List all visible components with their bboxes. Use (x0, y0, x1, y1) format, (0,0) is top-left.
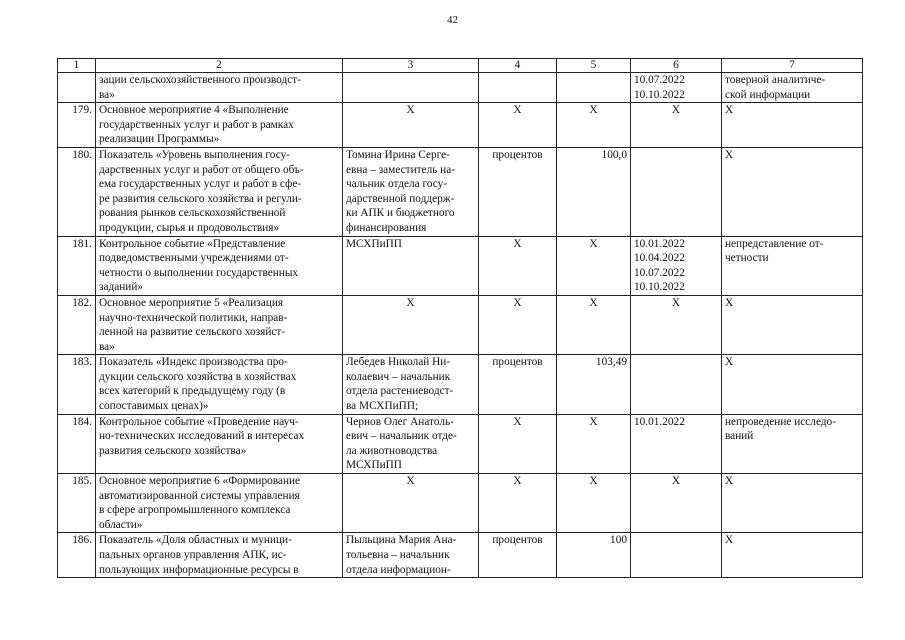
row-name-line: Основное мероприятие 5 «Реализация (99, 296, 284, 309)
row-unit: X (479, 414, 557, 473)
row-note (722, 147, 863, 236)
row-number: 181. (58, 236, 96, 295)
row-note (722, 103, 863, 148)
row-name-line: Показатель «Уровень выполнения госу- (99, 148, 290, 161)
row-dates-line: 10.01.2022 (634, 237, 685, 250)
row-responsible-line: МСХПиПП (346, 459, 402, 472)
col-header-6: 6 (631, 59, 722, 73)
col-header-2: 2 (96, 59, 343, 73)
row-note-line: X (725, 356, 734, 369)
row-name-line: рования рынков сельскохозяйственной (99, 207, 286, 220)
row-dates-line: X (671, 104, 681, 117)
col-header-7: 7 (722, 59, 863, 73)
col-header-5: 5 (557, 59, 631, 73)
row-responsible-line: евна – заместитель на- (346, 163, 456, 176)
table-row (58, 474, 863, 533)
row-dates-line: 10.01.2022 (634, 415, 685, 428)
table-row (58, 295, 863, 354)
row-responsible (343, 103, 479, 148)
row-responsible-line: X (406, 475, 415, 488)
row-responsible-line: X (406, 104, 415, 117)
row-dates (631, 73, 722, 103)
row-responsible-line: тольевна – начальник (346, 549, 450, 561)
row-dates (631, 295, 722, 354)
plan-table (57, 58, 863, 578)
row-responsible-line: финансирования (346, 221, 427, 234)
row-name-line: сопоставимых ценах)» (99, 400, 209, 413)
row-responsible-line: отдела растениеводст- (346, 385, 454, 398)
row-note (722, 474, 863, 533)
row-responsible (343, 236, 479, 295)
row-name-line: Показатель «Индекс производства про- (99, 356, 288, 369)
row-name-line: автоматизированной системы управления (99, 489, 300, 502)
row-note-line: X (725, 534, 734, 547)
row-value (557, 73, 631, 103)
row-unit: X (479, 295, 557, 354)
row-dates (631, 355, 722, 414)
row-unit: процентов (479, 533, 557, 578)
row-responsible-line: X (406, 296, 415, 309)
row-responsible (343, 295, 479, 354)
row-name-line: Контрольное событие «Проведение науч- (99, 415, 299, 428)
row-number: 185. (58, 474, 96, 533)
row-dates (631, 147, 722, 236)
row-name-line: Контрольное событие «Представление (99, 237, 286, 250)
row-number: 183. (58, 355, 96, 414)
row-responsible-line: ла животноводства (346, 444, 438, 457)
row-name-line: продукции, сырья и продовольствия» (99, 221, 280, 234)
row-number: 179. (58, 103, 96, 148)
row-responsible (343, 73, 479, 103)
row-note (722, 236, 863, 295)
row-value: X (557, 103, 631, 148)
table-row (58, 236, 863, 295)
row-responsible-line: колаевич – начальник (346, 370, 451, 383)
row-dates (631, 414, 722, 473)
row-value: X (557, 414, 631, 473)
table-row (58, 147, 863, 236)
row-value: X (557, 236, 631, 295)
row-number (58, 73, 96, 103)
row-value: 103,49 (557, 355, 631, 414)
row-name-line: реализации Программы» (99, 133, 220, 146)
row-name-line: Показатель «Доля областных и муници- (99, 534, 292, 547)
row-name-line: развития сельского хозяйства» (99, 444, 247, 457)
row-name-line: заданий» (99, 281, 144, 294)
row-dates-line: 10.10.2022 (634, 88, 685, 101)
row-note (722, 533, 863, 578)
header-row (58, 59, 863, 73)
row-number: 184. (58, 414, 96, 473)
row-unit: X (479, 474, 557, 533)
row-note-line: X (725, 296, 734, 309)
row-number: 182. (58, 295, 96, 354)
row-responsible (343, 355, 479, 414)
row-unit: процентов (479, 355, 557, 414)
page-number: 42 (447, 14, 458, 26)
row-note (722, 295, 863, 354)
row-name (96, 533, 343, 578)
row-name-line: Основное мероприятие 4 «Выполнение (99, 104, 289, 117)
row-dates-line: 10.07.2022 (634, 266, 685, 279)
col-header-1: 1 (58, 59, 96, 73)
row-dates (631, 236, 722, 295)
row-name (96, 295, 343, 354)
row-responsible-line: чальник отдела госу- (346, 178, 448, 191)
row-value: 100 (557, 533, 631, 578)
row-name-line: в сфере агропромышленного комплекса (99, 504, 291, 517)
row-responsible-line: дарственной поддерж- (346, 192, 455, 205)
row-note (722, 73, 863, 103)
table-body (58, 73, 863, 578)
row-name-line: области» (99, 518, 143, 531)
row-unit (479, 73, 557, 103)
row-note-line: ваний (725, 430, 754, 443)
row-name-line: ва» (99, 88, 115, 101)
row-note (722, 355, 863, 414)
row-name (96, 147, 343, 236)
row-value: 100,0 (557, 147, 631, 236)
row-name (96, 103, 343, 148)
row-responsible-line: Чернов Олег Анатоль- (346, 415, 454, 428)
row-unit: X (479, 236, 557, 295)
row-note (722, 414, 863, 473)
row-responsible (343, 147, 479, 236)
row-responsible-line: Пыльцина Мария Ана- (346, 534, 457, 547)
table-row (58, 103, 863, 148)
row-responsible-line: Томина Ирина Серге- (346, 148, 450, 161)
row-name-line: зации сельскохозяйственного производст- (99, 74, 301, 86)
row-responsible-line: МСХПиПП (346, 237, 402, 250)
row-name-line: научно-технической политики, направ- (99, 311, 288, 324)
row-name (96, 236, 343, 295)
row-note-line: четности (725, 252, 769, 265)
row-name-line: ре развития сельского хозяйства и регули- (99, 192, 302, 205)
row-responsible-line: ки АПК и бюджетного (346, 207, 455, 220)
row-name-line: четности о выполнении государственных (99, 266, 299, 279)
row-name-line: ема государственных услуг и работ в сфе- (99, 178, 302, 191)
row-note-line: X (725, 475, 734, 488)
row-note-line: непредставление от- (725, 237, 824, 250)
row-dates-line: 10.10.2022 (634, 281, 685, 294)
row-note-line: товерной аналитиче- (725, 74, 826, 86)
row-dates-line: X (671, 296, 681, 309)
row-dates-line: 10.07.2022 (634, 74, 685, 86)
row-note-line: непроведение исследо- (725, 415, 836, 428)
row-name-line: пальных органов управления АПК, ис- (99, 549, 287, 561)
row-note-line: ской информации (725, 88, 811, 101)
row-name-line: всех категорий к предыдущему году (в (99, 385, 286, 398)
row-name (96, 414, 343, 473)
row-name (96, 73, 343, 103)
row-name-line: подведомственными учреждениями от- (99, 252, 289, 265)
table-row (58, 414, 863, 473)
row-responsible-line: Лебедев Николай Ни- (346, 356, 451, 369)
row-number: 186. (58, 533, 96, 578)
row-name-line: ленной на развитие сельского хозяйст- (99, 326, 286, 339)
row-responsible (343, 474, 479, 533)
row-value: X (557, 295, 631, 354)
row-name-line: ва» (99, 340, 115, 353)
row-responsible-line: ва МСХПиПП; (346, 400, 419, 413)
row-dates (631, 533, 722, 578)
col-header-3: 3 (343, 59, 479, 73)
col-header-4: 4 (479, 59, 557, 73)
row-name-line: дукции сельского хозяйства в хозяйствах (99, 370, 297, 383)
row-name-line: дарственных услуг и работ от общего объ- (99, 163, 304, 176)
table-row (58, 355, 863, 414)
row-name-line: государственных услуг и работ в рамках (99, 118, 294, 131)
row-value: X (557, 474, 631, 533)
row-name-line: Основное мероприятие 6 «Формирование (99, 475, 301, 488)
row-responsible-line: евич – начальник отде- (346, 430, 457, 443)
row-unit: процентов (479, 147, 557, 236)
row-dates-line: X (671, 475, 681, 488)
row-responsible-line: отдела информацион- (346, 563, 451, 576)
row-dates-line: 10.04.2022 (634, 252, 685, 265)
row-number: 180. (58, 147, 96, 236)
row-note-line: X (725, 148, 734, 161)
row-name (96, 355, 343, 414)
row-responsible (343, 533, 479, 578)
row-name-line: пользующих информационные ресурсы в (99, 563, 299, 576)
row-note-line: X (725, 104, 734, 117)
row-dates (631, 103, 722, 148)
row-responsible (343, 414, 479, 473)
row-name-line: но-технических исследований в интересах (99, 430, 305, 443)
table-row (58, 533, 863, 578)
row-name (96, 474, 343, 533)
row-dates (631, 474, 722, 533)
table-row (58, 73, 863, 103)
row-unit: X (479, 103, 557, 148)
